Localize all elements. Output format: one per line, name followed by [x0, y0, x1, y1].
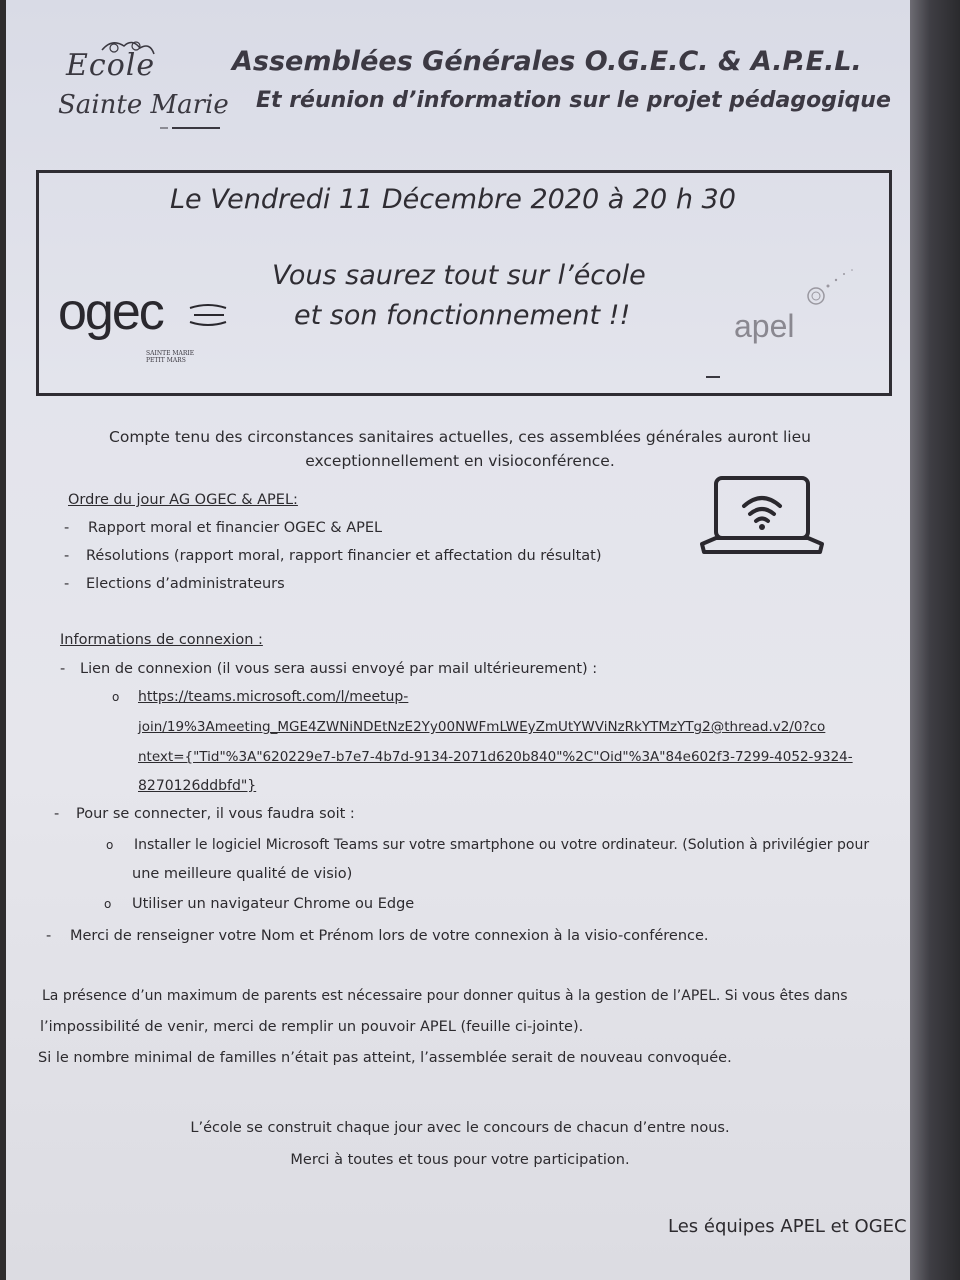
teams-link-line1[interactable]: https://teams.microsoft.com/l/meetup- — [138, 689, 409, 705]
connection-bullet: - — [60, 661, 66, 677]
slogan-line2: et son fonctionnement !! — [294, 300, 631, 331]
closing-para2: Si le nombre minimal de familles n’était pas atteint, l’assemblée serait de nouveau convoquée. — [38, 1050, 732, 1066]
intro-line1: Compte tenu des circonstances sanitaires actuelles, ces assemblées générales auront lieu — [109, 428, 811, 446]
connection-link-intro: Lien de connexion (il vous sera aussi envoyé par mail ultérieurement) : — [80, 661, 598, 677]
agenda-item-3: Elections d’administrateurs — [86, 576, 285, 592]
agenda-heading: Ordre du jour AG OGEC & APEL: — [68, 492, 298, 508]
closing-para1-line2: l’impossibilité de venir, merci de remplir un pouvoir APEL (feuille ci-jointe). — [40, 1019, 584, 1035]
option-bullet: o — [104, 897, 112, 911]
option1-line2: une meilleure qualité de visio) — [132, 866, 353, 882]
intro-paragraph — [60, 425, 860, 473]
agenda-bullet: - — [64, 520, 70, 536]
apel-logo-text: apel — [734, 308, 795, 344]
ogec-logo-text: ogec — [58, 283, 163, 341]
laptop-wifi-icon — [698, 472, 826, 560]
teams-link-line2[interactable]: join/19%3Ameeting_MGE4ZWNiNDEtNzE2Yy00NWFmLWEyZmUtYWViNzRkYTMzYTg2@thread.v2/0?co — [138, 719, 826, 735]
connect-bullet: - — [54, 806, 60, 822]
link-bullet: o — [112, 690, 120, 704]
teams-link-line3[interactable]: ntext={"Tid"%3A"620229e7-b7e7-4b7d-9134-2071d620b840"%2C"Oid"%3A"84e602f3-7299-4052-9324- — [138, 749, 853, 765]
school-logo-line1: Ecole — [66, 48, 156, 83]
meeting-date: Le Vendredi 11 Décembre 2020 à 20 h 30 — [170, 184, 736, 215]
background-table-edge — [910, 0, 960, 1280]
document-title: Assemblées Générales O.G.E.C. & A.P.E.L. — [232, 46, 862, 77]
connect-intro: Pour se connecter, il vous faudra soit : — [76, 806, 355, 822]
signature: Les équipes APEL et OGEC — [668, 1216, 907, 1237]
option-bullet: o — [106, 838, 114, 852]
document-subtitle: Et réunion d’information sur le projet pédagogique — [256, 88, 891, 113]
banner-dash — [706, 376, 720, 378]
thanks-line2: Merci à toutes et tous pour votre participation. — [290, 1152, 630, 1168]
ogec-logo-sub1: SAINTE MARIE — [146, 350, 195, 357]
agenda-bullet: - — [64, 576, 70, 592]
closing-para1-line1: La présence d’un maximum de parents est nécessaire pour donner quitus à la gestion de l’APEL. Si vous êtes dans — [42, 988, 848, 1004]
connection-heading: Informations de connexion : — [60, 632, 263, 648]
teams-link-line4[interactable]: 8270126ddbfd"} — [138, 778, 257, 794]
apel-logo-swirl-icon — [792, 266, 862, 316]
name-note: Merci de renseigner votre Nom et Prénom lors de votre connexion à la visio-conférence. — [70, 928, 709, 944]
agenda-item-1: Rapport moral et financier OGEC & APEL — [88, 520, 383, 536]
ogec-logo-sub2: PETIT MARS — [146, 357, 186, 364]
thanks-line1: L’école se construit chaque jour avec le concours de chacun d’entre nous. — [190, 1120, 730, 1136]
intro-line2: exceptionnellement en visioconférence. — [305, 452, 615, 470]
option2: Utiliser un navigateur Chrome ou Edge — [132, 896, 415, 912]
agenda-item-2: Résolutions (rapport moral, rapport financier et affectation du résultat) — [86, 548, 602, 564]
option1-line1: Installer le logiciel Microsoft Teams sur votre smartphone ou votre ordinateur. (Solution à privilégier pour — [134, 837, 870, 853]
ogec-logo-lines-icon — [188, 300, 228, 330]
note-bullet: - — [46, 928, 52, 944]
ogec-logo-subtitle — [146, 350, 194, 364]
school-logo-line2: Sainte Marie — [58, 90, 229, 120]
slogan-line1: Vous saurez tout sur l’école — [272, 260, 646, 291]
agenda-bullet: - — [64, 548, 70, 564]
